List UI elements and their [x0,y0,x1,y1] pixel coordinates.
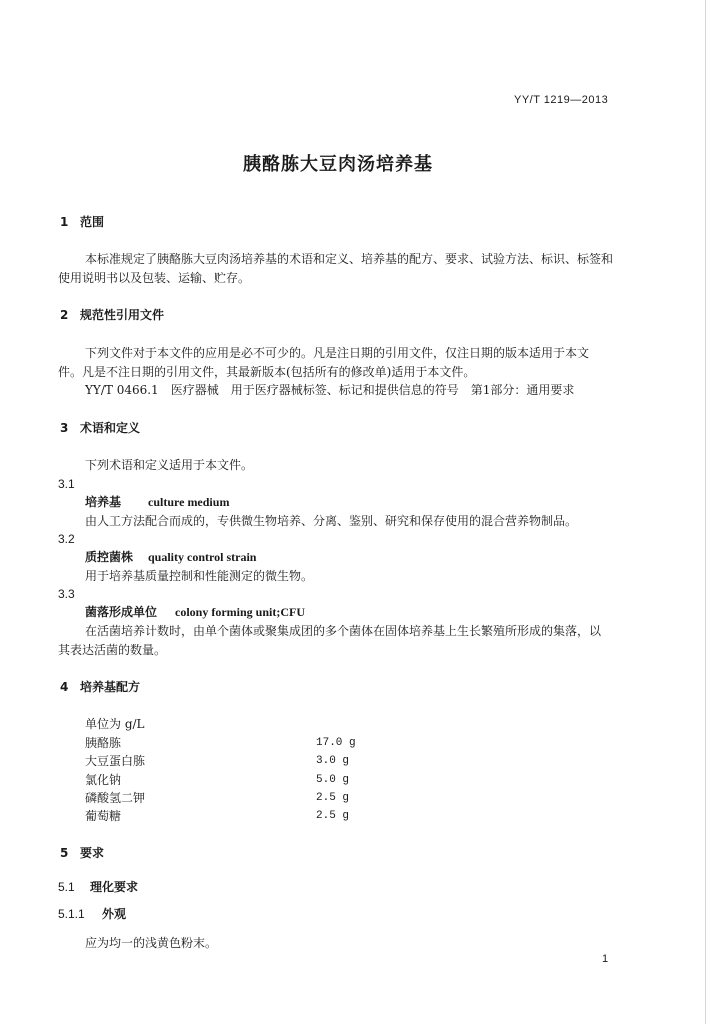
section-3-number: 3 [60,421,69,435]
section-1-title: 范围 [80,215,105,229]
section-5-1-title: 理化要求 [90,880,139,894]
formula-item-name: 磷酸氢二钾 [85,791,146,805]
formula-item-name: 胰酪胨 [85,736,122,750]
formula-item-name: 大豆蛋白胨 [85,754,146,768]
formula-item-value: 17.0 g [316,737,356,749]
section-1-para-line2: 使用说明书以及包装、运输、贮存。 [58,271,251,285]
section-1-number: 1 [60,215,69,229]
formula-item-name: 葡萄糖 [85,809,122,823]
formula-item-value: 2.5 g [316,792,350,804]
term-3-1-definition: 由人工方法配合而成的，专供微生物培养、分离、鉴别、研究和保存使用的混合营养物制品。 [85,514,578,528]
page-number: 1 [602,953,609,965]
section-3-intro: 下列术语和定义适用于本文件。 [85,458,254,472]
term-3-2-definition: 用于培养基质量控制和性能测定的微生物。 [85,569,314,583]
section-5-1-1-text: 应为均一的浅黄色粉末。 [85,936,218,950]
section-2-para-line2: 件。凡是不注日期的引用文件，其最新版本(包括所有的修改单)适用于本文件。 [58,365,476,379]
term-3-3-definition-line2: 其表达活菌的数量。 [58,643,167,657]
term-3-1-cn: 培养基 [85,495,122,509]
formula-item-value: 3.0 g [316,755,350,767]
formula-item-value: 5.0 g [316,774,350,786]
section-5-1-1-number: 5.1.1 [58,907,85,921]
document-title: 胰酪胨大豆肉汤培养基 [243,154,433,175]
term-3-3-en: colony forming unit;CFU [175,605,305,619]
section-2-number: 2 [60,308,69,322]
normative-reference: YY/T 0466.1 医疗器械 用于医疗器械标签、标记和提供信息的符号 第1部分：通用要求 [85,383,575,397]
section-4-title: 培养基配方 [80,680,141,694]
term-3-3-number: 3.3 [58,587,75,601]
scan-edge-line [705,0,706,1024]
section-4-number: 4 [60,680,69,694]
section-5-1-1-title: 外观 [102,907,127,921]
term-3-2-en: quality control strain [148,550,257,564]
term-3-2-number: 3.2 [58,532,75,546]
section-3-title: 术语和定义 [80,421,141,435]
term-3-1-number: 3.1 [58,477,75,491]
section-5-number: 5 [60,846,69,860]
term-3-3-cn: 菌落形成单位 [85,605,158,619]
formula-item-name: 氯化钠 [85,773,122,787]
term-3-3-definition-line1: 在活菌培养计数时，由单个菌体或聚集成团的多个菌体在固体培养基上生长繁殖所形成的集落，以 [85,624,602,638]
section-5-1-number: 5.1 [58,880,75,894]
term-3-1-en: culture medium [148,495,230,509]
standard-code: YY/T 1219—2013 [514,94,609,106]
section-2-para-line1: 下列文件对于本文件的应用是必不可少的。凡是注日期的引用文件，仅注日期的版本适用于本文 [85,346,590,360]
section-5-title: 要求 [80,846,105,860]
formula-unit: 单位为 g/L [85,717,145,731]
term-3-2-cn: 质控菌株 [85,550,134,564]
section-1-para-line1: 本标准规定了胰酪胨大豆肉汤培养基的术语和定义、培养基的配方、要求、试验方法、标识、标签和 [85,252,614,266]
formula-item-value: 2.5 g [316,810,350,822]
section-2-title: 规范性引用文件 [80,308,165,322]
